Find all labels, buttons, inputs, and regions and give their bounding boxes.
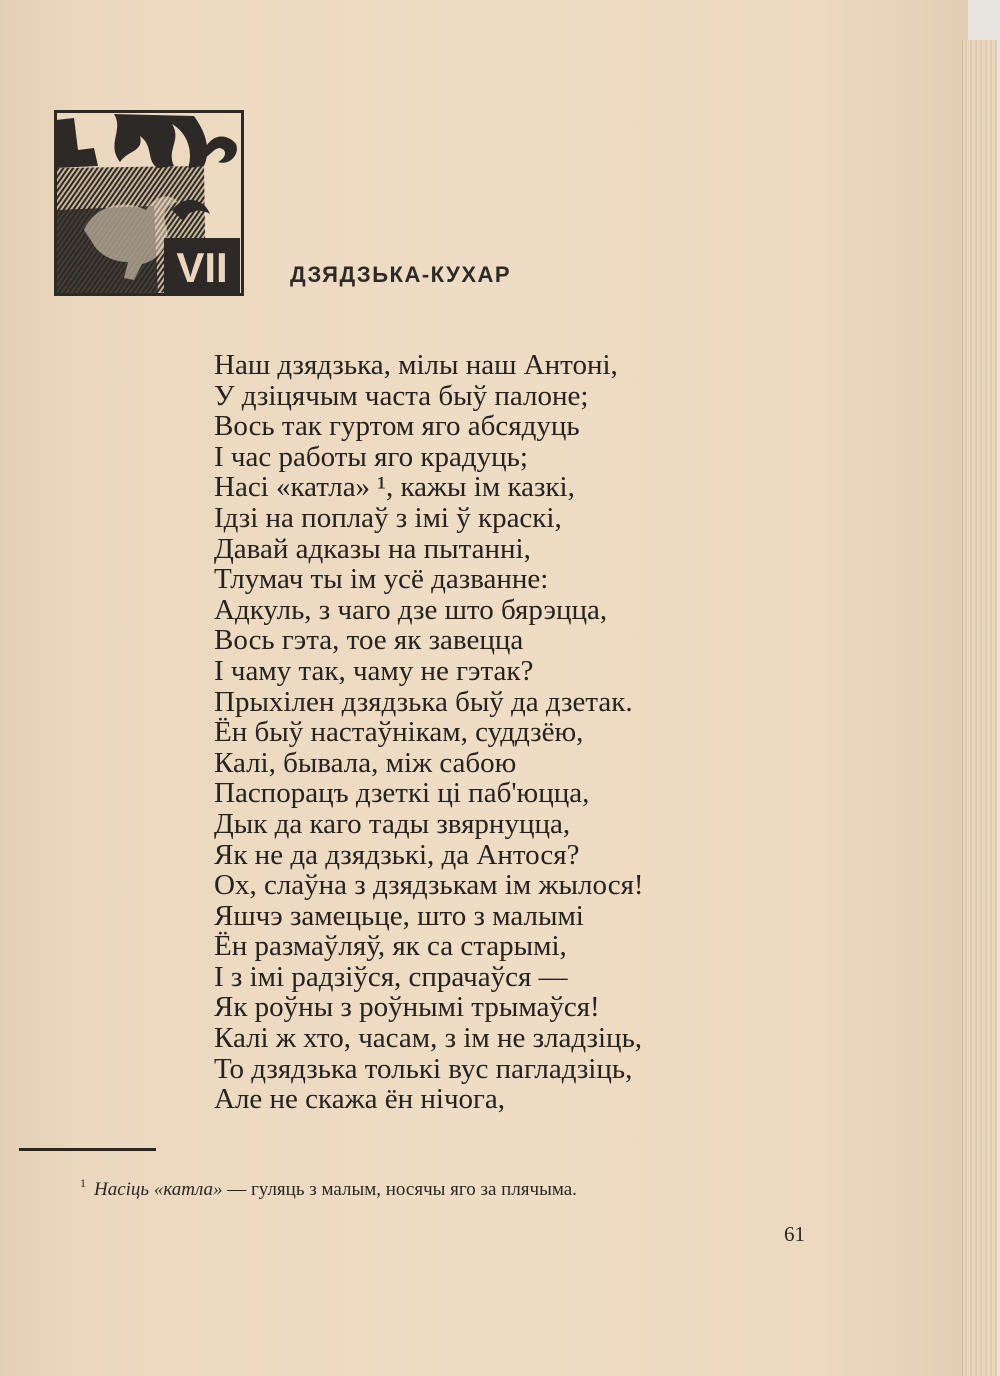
poem-line: Вось гэта, тое як завецца bbox=[214, 624, 524, 657]
page-number: 61 bbox=[784, 1222, 805, 1246]
poem-line: Як не да дзядзькі, да Антося? bbox=[214, 838, 580, 871]
poem-line: Вось так гуртом яго абсядуць bbox=[214, 410, 580, 443]
poem-line: Адкуль, з чаго дзе што бярэцца, bbox=[214, 593, 608, 626]
poem-line: Як роўны з роўнымі трымаўся! bbox=[214, 991, 600, 1024]
poem-line: Наш дзядзька, мілы наш Антоні, bbox=[214, 349, 618, 381]
poem-line: Прыхілен дзядзька быў да дзетак. bbox=[214, 685, 633, 718]
footnote-marker: 1 bbox=[80, 1176, 86, 1190]
poem-line: Ён быў настаўнікам, суддзёю, bbox=[214, 716, 584, 749]
footnote bbox=[80, 1176, 577, 1201]
poem-line: Калі, бывала, між сабою bbox=[214, 746, 517, 779]
footnote-term: Насіць «катла» bbox=[94, 1179, 223, 1200]
chapter-woodcut-vignette bbox=[54, 110, 244, 296]
poem-line: Тлумач ты ім усё дазванне: bbox=[214, 563, 549, 596]
poem-line: Насі «катла» ¹, кажы ім казкі, bbox=[214, 471, 575, 504]
poem-line: То дзядзька толькі вус пагладзіць, bbox=[214, 1052, 633, 1085]
poem-line: Давай адказы на пытанні, bbox=[214, 532, 531, 565]
page-stack-edge bbox=[962, 40, 997, 1376]
poem-line: У дзіцячым часта быў палоне; bbox=[214, 379, 589, 412]
poem-line: І з імі радзіўся, спрачаўся — bbox=[214, 960, 568, 993]
poem-line: Ох, слаўна з дзядзькам ім жылося! bbox=[214, 869, 644, 902]
footnote-divider bbox=[19, 1148, 156, 1151]
poem-line: Але не скажа ён нічога, bbox=[214, 1083, 506, 1116]
poem-line: Паспорацъ дзеткі ці паб'юцца, bbox=[214, 777, 590, 810]
footnote-text: — гуляць з малым, носячы яго за плячыма. bbox=[222, 1179, 577, 1200]
chapter-numeral: VII bbox=[176, 244, 228, 291]
poem-line: Ідзі на поплаў з імі ў краскі, bbox=[214, 501, 562, 534]
poem-text bbox=[214, 350, 644, 1115]
poem-line: Калі ж хто, часам, з ім не зладзіць, bbox=[214, 1022, 643, 1055]
poem-line: І чаму так, чаму не гэтак? bbox=[214, 654, 534, 687]
poem-line: І час работы яго крадуць; bbox=[214, 440, 528, 473]
poem-line: Дык да каго тады звярнуцца, bbox=[214, 807, 571, 840]
poem-line: Яшчэ замецьце, што з малымі bbox=[214, 899, 584, 932]
poem-line: Ён размаўляў, як са старымі, bbox=[214, 930, 567, 963]
chapter-title: ДЗЯДЗЬКА-КУХАР bbox=[290, 262, 512, 287]
